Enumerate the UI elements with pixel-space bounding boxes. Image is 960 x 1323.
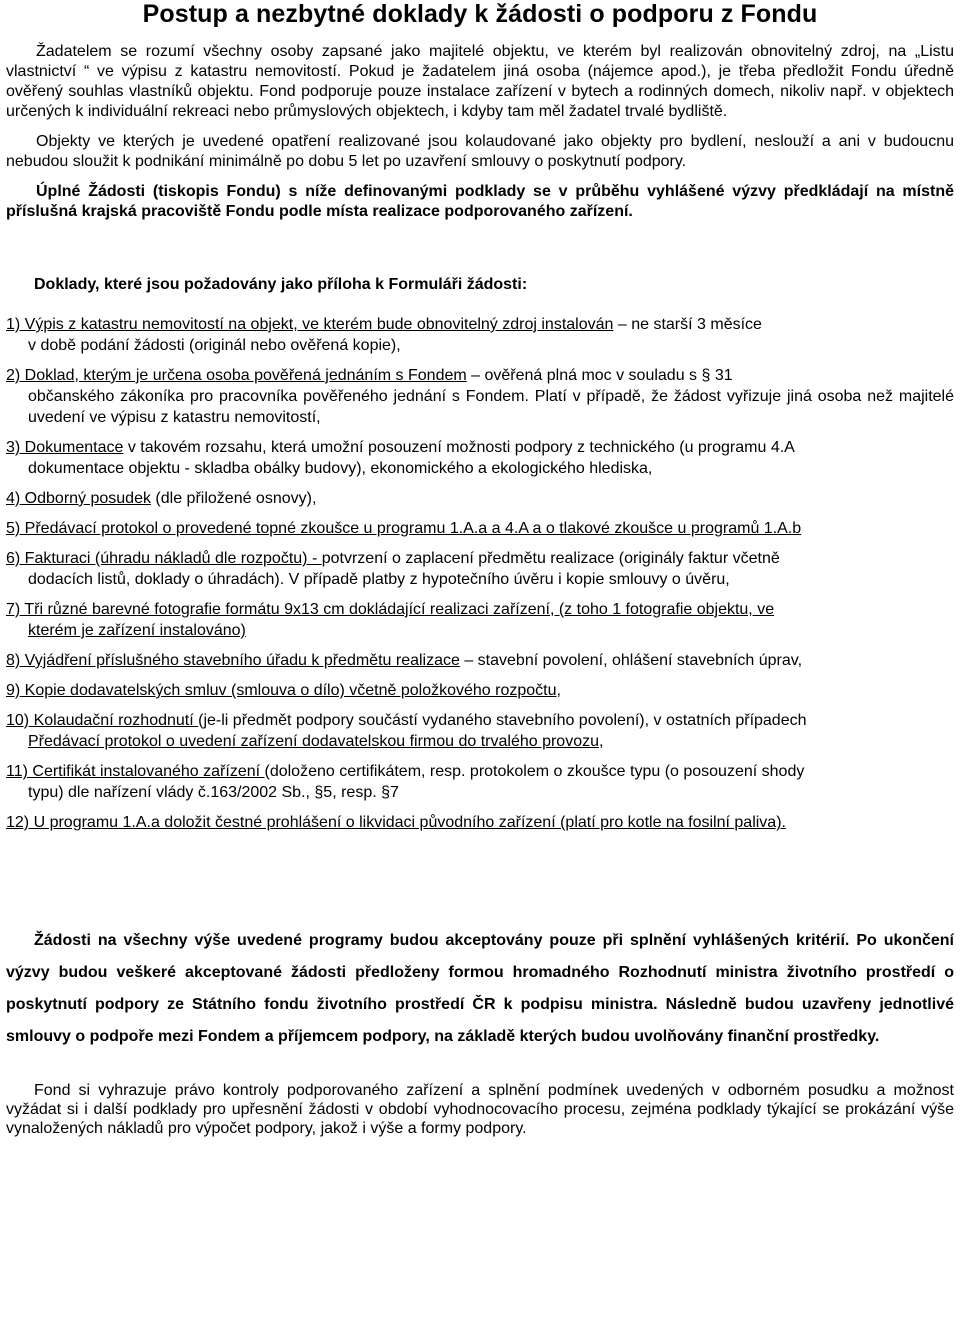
item-title: 1) Výpis z katastru nemovitostí na objekt, ve kterém bude obnovitelný zdroj instalován bbox=[6, 316, 614, 333]
list-item bbox=[6, 812, 954, 833]
item-title: 10) Kolaudační rozhodnutí bbox=[6, 712, 199, 729]
list-item bbox=[6, 518, 954, 539]
item-text: (doloženo certifikátem, resp. protokolem o zkoušce typu (o posouzení shody bbox=[264, 763, 805, 780]
item-continuation: v době podání žádosti (originál nebo ověřená kopie), bbox=[28, 337, 401, 354]
list-item bbox=[6, 437, 954, 479]
list-item bbox=[6, 650, 954, 671]
list-item bbox=[6, 548, 954, 590]
item-text: – stavební povolení, ohlášení stavebních úprav, bbox=[459, 652, 803, 669]
reservation-paragraph: Fond si vyhrazuje právo kontroly podporovaného zařízení a splnění podmínek uvedených v odborném posudku a možnost vyžádat si i další podklady pro upřesnění žádosti v období vyhodnocovacího procesu, zejména podklady týkající se prokázání výše vynaložených nákladů pro výpočet podpory, jakož i výše a formy podpory. bbox=[6, 1082, 954, 1137]
list-item bbox=[6, 488, 954, 509]
documents-heading: Doklady, které jsou požadovány jako příloha k Formuláři žádosti: bbox=[34, 276, 528, 293]
closing-paragraph: Žádosti na všechny výše uvedené programy budou akceptovány pouze při splnění vyhlášených kritérií. Po ukončení výzvy budou veškeré akceptované žádosti předloženy formou hromadného Rozhodnutí ministra životního prostředí o poskytnutí podpory ze Státního fondu životního prostředí ČR k podpisu ministra. Následně budou uzavřeny jednotlivé smlouvy o podpoře mezi Fondem a příjemcem podpory, na základě kterých budou uvolňovány finanční prostředky. bbox=[6, 932, 954, 1045]
intro-paragraph-submission: Úplné Žádosti (tiskopis Fondu) s níže definovanými podklady se v průběhu vyhlášené výzvy předkládají na místně příslušná krajská pracoviště Fondu podle místa realizace podporovaného zařízení. bbox=[6, 183, 954, 220]
item-text: v takovém rozsahu, která umožní posouzení možnosti podpory z technického (u programu 4.A bbox=[123, 439, 795, 456]
item-title: 4) Odborný posudek bbox=[6, 490, 151, 507]
item-title: 9) Kopie dodavatelských smluv (smlouva o dílo) včetně položkového rozpočtu, bbox=[6, 682, 561, 699]
list-item bbox=[6, 314, 954, 356]
list-item bbox=[6, 710, 954, 752]
list-item bbox=[6, 365, 954, 428]
item-title: 6) Fakturaci (úhradu nákladů dle rozpočtu) - bbox=[6, 550, 322, 567]
documents-list bbox=[6, 314, 954, 833]
item-title: 11) Certifikát instalovaného zařízení bbox=[6, 763, 265, 780]
item-text: – ne starší 3 měsíce bbox=[613, 316, 762, 333]
item-text: – ověřená plná moc v souladu s § 31 bbox=[466, 367, 733, 384]
list-item bbox=[6, 599, 954, 641]
item-continuation: kterém je zařízení instalováno) bbox=[28, 622, 246, 639]
intro-paragraph-objects: Objekty ve kterých je uvedené opatření realizované jsou kolaudované jako objekty pro bydlení, neslouží a ani v budoucnu nebudou sloužit k podnikání minimálně po dobu 5 let po uzavření smlouvy o poskytnutí podpory. bbox=[6, 133, 954, 170]
item-continuation: Předávací protokol o uvedení zařízení dodavatelskou firmou do trvalého provozu, bbox=[28, 733, 604, 750]
item-text: (dle přiložené osnovy), bbox=[150, 490, 317, 507]
item-continuation: dodacích listů, doklady o úhradách). V případě platby z hypotečního úvěru i kopie smlouvy o úvěru, bbox=[28, 571, 730, 588]
item-title: 3) Dokumentace bbox=[6, 439, 124, 456]
item-text: potvrzení o zaplacení předmětu realizace (originály faktur včetně bbox=[321, 550, 780, 567]
item-continuation: typu) dle nařízení vlády č.163/2002 Sb., §5, resp. §7 bbox=[28, 784, 399, 801]
list-item bbox=[6, 680, 954, 701]
item-title: 5) Předávací protokol o provedené topné zkoušce u programu 1.A.a a 4.A a o tlakové zkoušce u programů 1.A.b bbox=[6, 520, 802, 537]
item-text: (je-li předmět podpory součástí vydaného stavebního povolení), v ostatních případech bbox=[198, 712, 807, 729]
item-title: 2) Doklad, kterým je určena osoba pověřená jednáním s Fondem bbox=[6, 367, 467, 384]
item-continuation: občanského zákoníka pro pracovníka pověřeného jednání s Fondem. Platí v případě, že žádost vyřizuje jiná osoba než majitelé uvedení ve výpisu z katastru nemovitostí, bbox=[28, 388, 954, 426]
item-title: 12) U programu 1.A.a doložit čestné prohlášení o likvidaci původního zařízení (platí pro kotle na fosilní paliva). bbox=[6, 814, 786, 831]
list-item bbox=[6, 761, 954, 803]
item-title: 7) Tři různé barevné fotografie formátu 9x13 cm dokládající realizaci zařízení, (z toho 1 fotografie objektu, ve bbox=[6, 601, 775, 618]
page-title: Postup a nezbytné doklady k žádosti o podporu z Fondu bbox=[142, 0, 818, 28]
intro-paragraph-applicant: Žadatelem se rozumí všechny osoby zapsané jako majitelé objektu, ve kterém byl realizován obnovitelný zdroj, na „Listu vlastnictví “ ve výpisu z katastru nemovitostí. Pokud je žadatelem jiná osoba (nájemce apod.), je třeba předložit Fondu úředně ověřený souhlas vlastníků objektu. Fond podporuje pouze instalace zařízení v bytech a rodinných domech, nikoliv např. v objektech určených k individuální rekreaci nebo průmyslových objektech, i kdyby tam měl žadatel trvalé bydliště. bbox=[6, 43, 954, 120]
item-title: 8) Vyjádření příslušného stavebního úřadu k předmětu realizace bbox=[6, 652, 460, 669]
item-continuation: dokumentace objektu - skladba obálky budovy), ekonomického a ekologického hlediska, bbox=[28, 460, 653, 477]
